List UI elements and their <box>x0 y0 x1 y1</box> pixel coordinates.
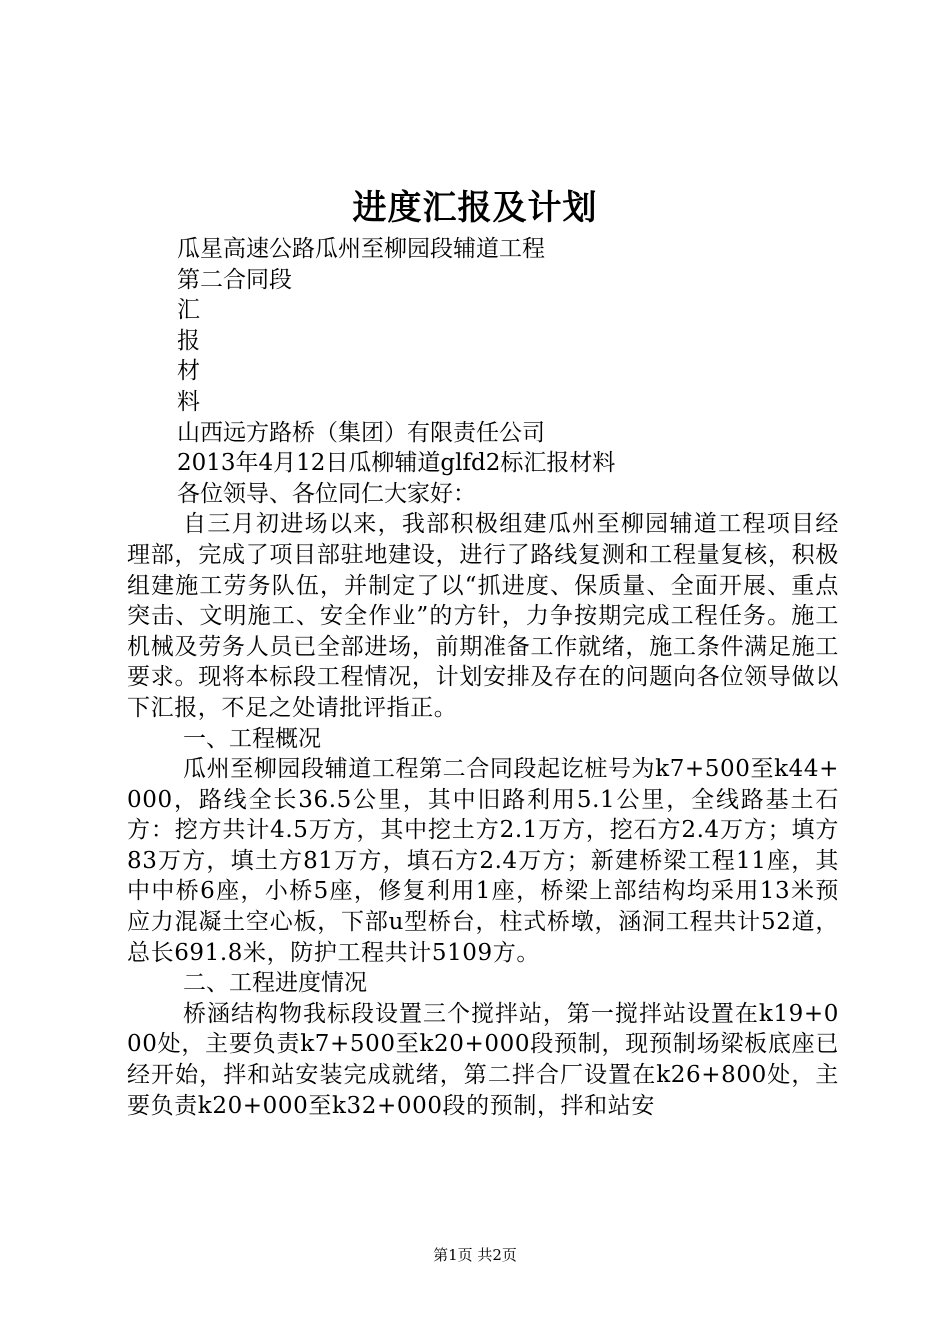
vertical-title-char: 报 <box>177 327 200 354</box>
section-paragraph: 桥涵结构物我标段设置三个搅拌站，第一搅拌站设置在k19+000处，主要负责k7+500至k20+000段预制，现预制场梁板底座已经开始，拌和站安装完成就绪，第二拌合厂设置在k26+800处，主要负责k20+000至k32+000段的预制，拌和站安 <box>127 1000 839 1119</box>
section-heading: 一、工程概况 <box>183 725 321 752</box>
vertical-title-char: 汇 <box>177 297 200 324</box>
vertical-title-char: 材 <box>177 358 200 385</box>
page-number-footer: 第1页 共2页 <box>433 1246 517 1264</box>
intro-paragraph: 自三月初进场以来，我部积极组建瓜州至柳园辅道工程项目经理部，完成了项目部驻地建设，进行了路线复测和工程量复核，积极组建施工劳务队伍，并制定了以“抓进度、保质量、全面开展、重点突击、文明施工、安全作业”的方针，力争按期完成工程任务。施工机械及劳务人员已全部进场，前期准备工作就绪，施工条件满足施工要求。现将本标段工程情况，计划安排及存在的问题向各位领导做以下汇报，不足之处请批评指正。 <box>127 511 839 721</box>
contract-section-line: 第二合同段 <box>177 266 292 293</box>
salutation-line: 各位领导、各位同仁大家好： <box>177 480 476 507</box>
section-heading: 二、工程进度情况 <box>183 970 367 997</box>
date-line: 2013年4月12日瓜柳辅道glfd2标汇报材料 <box>177 450 616 477</box>
document-body <box>127 234 839 1121</box>
document-title: 进度汇报及计划 <box>352 188 598 228</box>
vertical-title-char: 料 <box>177 388 200 415</box>
project-name-line: 瓜星高速公路瓜州至柳园段辅道工程 <box>177 236 545 262</box>
section-paragraph: 瓜州至柳园段辅道工程第二合同段起讫桩号为k7+500至k44+000，路线全长36.5公里，其中旧路利用5.1公里，全线路基土石方：挖方共计4.5万方，其中挖土方2.1万方，挖石方2.4万方；填方83万方，填土方81万方，填石方2.4万方；新建桥梁工程11座，其中中桥6座，小桥5座，修复利用1座，桥梁上部结构均采用13米预应力混凝土空心板，下部u型桥台，柱式桥墩，涵洞工程共计52道，总长691.8米，防护工程共计5109方。 <box>127 756 839 966</box>
company-name-line: 山西远方路桥（集团）有限责任公司 <box>177 419 545 446</box>
